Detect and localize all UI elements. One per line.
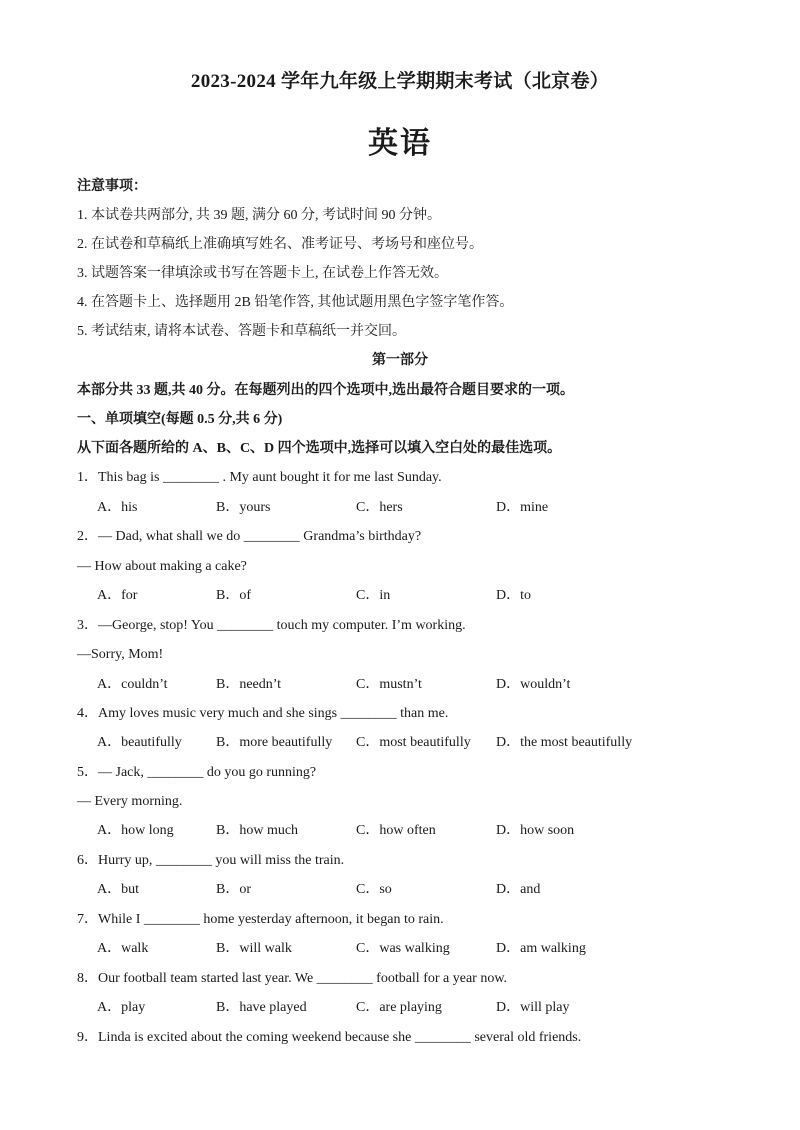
notice-item: 1. 本试卷共两部分, 共 39 题, 满分 60 分, 考试时间 90 分钟。 — [77, 208, 441, 223]
option-a: A．couldn’t — [97, 677, 168, 692]
question-stem: 3．—George, stop! You ________ touch my computer. I’m working. — [77, 618, 466, 633]
question-response: —Sorry, Mom! — [77, 647, 164, 662]
notice-item: 3. 试题答案一律填涂或书写在答题卡上, 在试卷上作答无效。 — [77, 266, 448, 281]
option-a: A．walk — [97, 941, 149, 956]
option-d: D．and — [496, 882, 541, 897]
option-d: D．the most beautifully — [496, 735, 633, 750]
question-stem: 4．Amy loves music very much and she sings ________ than me. — [77, 706, 449, 721]
section-title: 一、单项填空(每题 0.5 分,共 6 分) — [77, 412, 283, 427]
option-c: C．was walking — [356, 941, 450, 956]
option-c: C．most beautifully — [356, 735, 471, 750]
question-stem: 6．Hurry up, ________ you will miss the train. — [77, 853, 345, 868]
option-a: A．for — [97, 588, 138, 603]
option-d: D．wouldn’t — [496, 677, 571, 692]
option-d: D．mine — [496, 500, 549, 515]
part-one-heading: 第一部分 — [372, 353, 428, 368]
part-one-intro: 本部分共 33 题,共 40 分。在每题列出的四个选项中,选出最符合题目要求的一项。 — [77, 383, 574, 398]
question-stem: 9．Linda is excited about the coming weekend because she ________ several old friends. — [77, 1030, 582, 1045]
notice-item: 4. 在答题卡上、选择题用 2B 铅笔作答, 其他试题用黑色字签字笔作答。 — [77, 295, 514, 310]
question-stem: 5．— Jack, ________ do you go running? — [77, 765, 317, 780]
option-c: C．mustn’t — [356, 677, 422, 692]
option-a: A．beautifully — [97, 735, 182, 750]
option-b: B．have played — [216, 1000, 307, 1015]
option-b: B．of — [216, 588, 251, 603]
question-stem: 2．— Dad, what shall we do ________ Grandma’s birthday? — [77, 529, 422, 544]
option-a: A．but — [97, 882, 139, 897]
option-c: C．are playing — [356, 1000, 442, 1015]
option-b: B．needn’t — [216, 677, 282, 692]
option-c: C．how often — [356, 823, 436, 838]
option-d: D．how soon — [496, 823, 575, 838]
option-b: B．how much — [216, 823, 299, 838]
option-c: C．hers — [356, 500, 403, 515]
question-response: — Every morning. — [77, 794, 183, 809]
question-stem: 8．Our football team started last year. We ________ football for a year now. — [77, 971, 508, 986]
option-d: D．to — [496, 588, 531, 603]
option-a: A．how long — [97, 823, 174, 838]
option-d: D．will play — [496, 1000, 570, 1015]
option-c: C．in — [356, 588, 391, 603]
option-c: C．so — [356, 882, 392, 897]
option-b: B．will walk — [216, 941, 292, 956]
option-b: B．more beautifully — [216, 735, 333, 750]
subject-title: 英语 — [368, 127, 432, 160]
exam-title: 2023-2024 学年九年级上学期期末考试（北京卷） — [190, 71, 610, 92]
notice-item: 2. 在试卷和草稿纸上准确填写姓名、准考证号、考场号和座位号。 — [77, 237, 483, 252]
question-response: — How about making a cake? — [77, 559, 247, 574]
option-b: B．yours — [216, 500, 271, 515]
section-instruction: 从下面各题所给的 A、B、C、D 四个选项中,选择可以填入空白处的最佳选项。 — [77, 441, 562, 456]
option-a: A．his — [97, 500, 138, 515]
question-stem: 7．While I ________ home yesterday afternoon, it began to rain. — [77, 912, 444, 927]
option-d: D．am walking — [496, 941, 586, 956]
option-a: A．play — [97, 1000, 146, 1015]
question-stem: 1．This bag is ________ . My aunt bought it for me last Sunday. — [77, 470, 442, 485]
option-b: B．or — [216, 882, 251, 897]
notice-heading: 注意事项： — [77, 179, 147, 194]
notice-item: 5. 考试结束, 请将本试卷、答题卡和草稿纸一并交回。 — [77, 324, 406, 339]
